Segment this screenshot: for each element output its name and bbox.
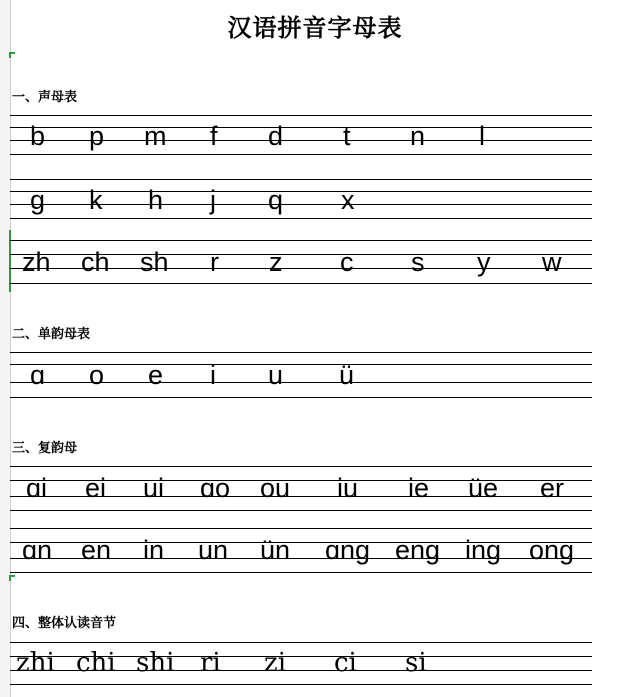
initial-letter: n [410,121,426,151]
compound-final: ɑng [325,535,371,565]
initial-letter: g [30,185,46,215]
initial-letter: s [411,247,425,277]
initial-letter: x [341,185,355,215]
ruled-line [10,352,592,353]
initial-letter: q [268,185,284,215]
initial-letter: z [269,247,283,277]
ruled-line [10,642,592,643]
compound-final: ün [260,535,291,565]
compound-final: un [198,535,229,565]
sheet-left-edge [0,0,11,697]
compound-final: iu [337,473,359,503]
simple-final: e [148,360,164,390]
compound-final: ɑi [26,473,48,503]
initial-letter: h [148,185,164,215]
compound-final: ui [143,473,165,503]
whole-syllable: zhi [16,648,55,678]
initial-letter: f [210,121,218,151]
initial-letter: p [89,121,105,151]
ruled-line [10,179,592,180]
whole-syllable: shi [136,648,175,678]
initial-letter: sh [140,247,169,277]
simple-final: o [89,360,105,390]
section-heading-whole-syllables: 四、整体认读音节 [12,616,117,631]
compound-final: ɑo [200,473,231,503]
section-heading-simple-finals: 二、单韵母表 [12,327,91,342]
initial-letter: j [210,185,216,215]
compound-final: in [143,535,165,565]
initial-letter: l [479,121,485,151]
compound-final: en [81,535,112,565]
whole-syllable: si [405,648,427,678]
ruled-line [10,283,592,284]
initial-letter: r [210,247,219,277]
compound-final: üe [468,473,499,503]
ruled-line [10,115,592,116]
ruled-line [10,154,592,155]
ruled-line [10,240,592,241]
ruled-line [10,528,592,529]
whole-syllable: ci [334,648,357,678]
initial-letter: zh [22,247,51,277]
cell-marker [9,575,15,581]
compound-final: ou [260,473,291,503]
simple-final: u [268,360,284,390]
initial-letter: y [477,247,491,277]
section-heading-initials: 一、声母表 [12,90,78,105]
initial-letter: c [340,247,354,277]
ruled-line [10,572,592,573]
whole-syllable: zi [264,648,287,678]
ruled-line [10,684,592,685]
compound-final: ɑn [22,535,53,565]
initial-letter: k [89,185,103,215]
initial-letter: w [542,247,562,277]
initial-letter: b [30,121,46,151]
initial-letter: ch [81,247,110,277]
initial-letter: t [343,121,351,151]
whole-syllable: chi [76,648,116,678]
ruled-line [10,510,592,511]
simple-final: ɑ [30,360,46,390]
cell-marker [9,52,15,58]
simple-final: i [210,360,216,390]
compound-final: ei [85,473,107,503]
compound-final: er [540,473,565,503]
section-heading-compound-finals: 三、复韵母 [12,441,78,456]
compound-final: eng [395,535,441,565]
ruled-line [10,397,592,398]
page-title: 汉语拼音字母表 [227,13,403,42]
whole-syllable: ri [200,648,221,678]
ruled-line [10,466,592,467]
initial-letter: d [268,121,284,151]
compound-final: ing [465,535,502,565]
compound-final: ie [408,473,430,503]
initial-letter: m [144,121,167,151]
compound-final: ong [529,535,575,565]
simple-final: ü [339,360,355,390]
ruled-line [10,218,592,219]
